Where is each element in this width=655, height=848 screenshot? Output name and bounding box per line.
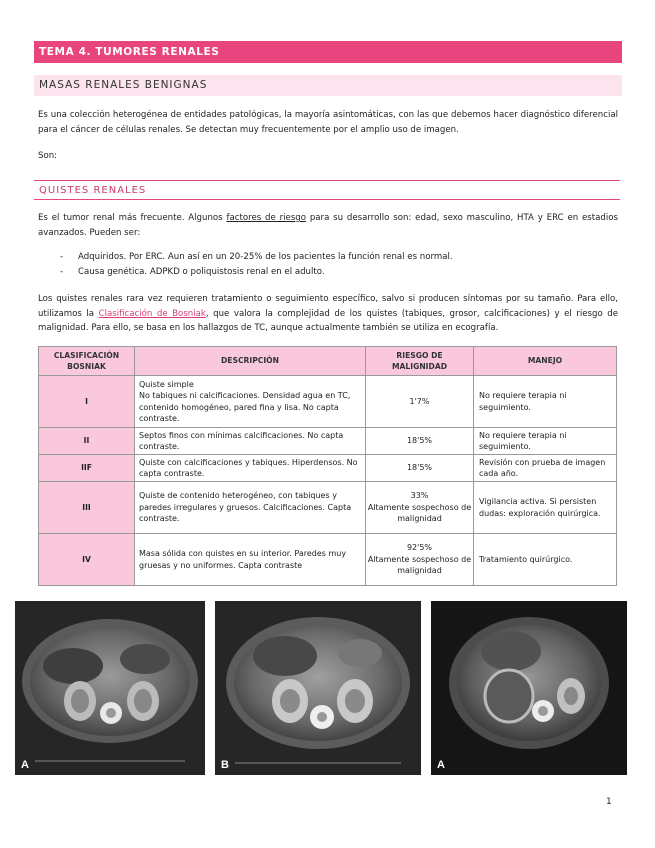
cell-management: Revisión con prueba de imagen cada año. <box>474 455 617 482</box>
cell-management: Tratamiento quirúrgico. <box>474 534 617 586</box>
list-item: - Causa genética. ADPKD o poliquistosis renal en el adulto. <box>60 265 453 280</box>
table-header-row <box>39 347 617 376</box>
page-number: 1 <box>606 797 612 807</box>
header-management: MANEJO <box>474 347 617 376</box>
cell-description: Quiste de contenido heterogéneo, con tabiques y paredes irregulares y gruesos. Calcificaciones. Capta contraste. <box>135 482 366 534</box>
chapter-title: TEMA 4. TUMORES RENALES <box>34 41 622 63</box>
cell-risk: 92'5% Altamente sospechoso de malignidad <box>366 534 474 586</box>
text-segment: para su desarrollo son: edad, sexo masculino, HTA y ERC en estadios avanzados. Pueden ser: <box>38 213 618 238</box>
cell-management: No requiere terapia ni seguimiento. <box>474 428 617 455</box>
ct-scan-image <box>215 601 421 775</box>
cell-description: Quiste con calcificaciones y tabiques. Hiperdensos. No capta contraste. <box>135 455 366 482</box>
ct-scan-image <box>15 601 205 775</box>
cell-class: I <box>39 376 135 428</box>
text-segment: Los quistes renales rara vez requieren tratamiento o seguimiento específico, salvo si producen síntomas por su tamaño. Para ello, utilizamos la <box>38 294 618 319</box>
ct-image-strip <box>15 601 627 775</box>
cell-risk: 18'5% <box>366 428 474 455</box>
cell-class: IIF <box>39 455 135 482</box>
cell-class: IV <box>39 534 135 586</box>
ct-scan-image <box>431 601 627 775</box>
header-description: DESCRIPCIÓN <box>135 347 366 376</box>
bosniak-paragraph <box>38 292 618 336</box>
quistes-paragraph <box>38 211 618 240</box>
cell-class: II <box>39 428 135 455</box>
header-risk: RIESGO DE MALIGNIDAD <box>366 347 474 376</box>
text-segment: , que valora la complejidad de los quistes (tabiques, grosor, calcificaciones) y el riesgo de malignidad. Para ello, se basa en los hallazgos de TC, aunque actualmente también se utiliza en ecografía. <box>38 308 618 333</box>
cell-management: Vigilancia activa. Si persisten dudas: exploración quirúrgica. <box>474 482 617 534</box>
cell-description: Septos finos con mínimas calcificaciones. No capta contraste. <box>135 428 366 455</box>
table-row <box>39 376 617 428</box>
bosniak-table <box>38 346 617 586</box>
intro-paragraph: Es una colección heterogénea de entidades patológicas, la mayoría asintomáticas, con las que debemos hacer diagnóstico diferencial para el cáncer de células renales. Se detectan muy frecuentemente por el amplio uso de imagen. <box>38 110 618 135</box>
cell-management: No requiere terapia ni seguimiento. <box>474 376 617 428</box>
cyst-types-list <box>60 250 453 280</box>
table-row <box>39 482 617 534</box>
risk-factors-link[interactable]: factores de riesgo <box>226 213 307 223</box>
bosniak-link[interactable]: Clasificación de Bosniak <box>98 308 206 319</box>
quistes-heading: QUISTES RENALES <box>34 180 620 200</box>
cell-risk: 1'7% <box>366 376 474 428</box>
cell-description: Quiste simple No tabiques ni calcificaciones. Densidad agua en TC, contenido homogéneo, pared fina y lisa. No capta contraste. <box>135 376 366 428</box>
table-row <box>39 455 617 482</box>
section-title: MASAS RENALES BENIGNAS <box>34 75 622 96</box>
image-label: A <box>21 759 29 771</box>
cell-risk: 18'5% <box>366 455 474 482</box>
cell-class: III <box>39 482 135 534</box>
son-label: Son: <box>38 151 58 161</box>
image-label: A <box>437 759 445 771</box>
text-segment: Es el tumor renal más frecuente. Algunos <box>38 213 227 223</box>
cell-risk: 33% Altamente sospechoso de malignidad <box>366 482 474 534</box>
cell-description: Masa sólida con quistes en su interior. Paredes muy gruesas y no uniformes. Capta contraste <box>135 534 366 586</box>
header-classification: CLASIFICACIÓN BOSNIAK <box>39 347 135 376</box>
table-row <box>39 534 617 586</box>
list-item: - Adquiridos. Por ERC. Aun así en un 20-25% de los pacientes la función renal es normal. <box>60 250 453 265</box>
image-label: B <box>221 759 229 771</box>
table-row <box>39 428 617 455</box>
